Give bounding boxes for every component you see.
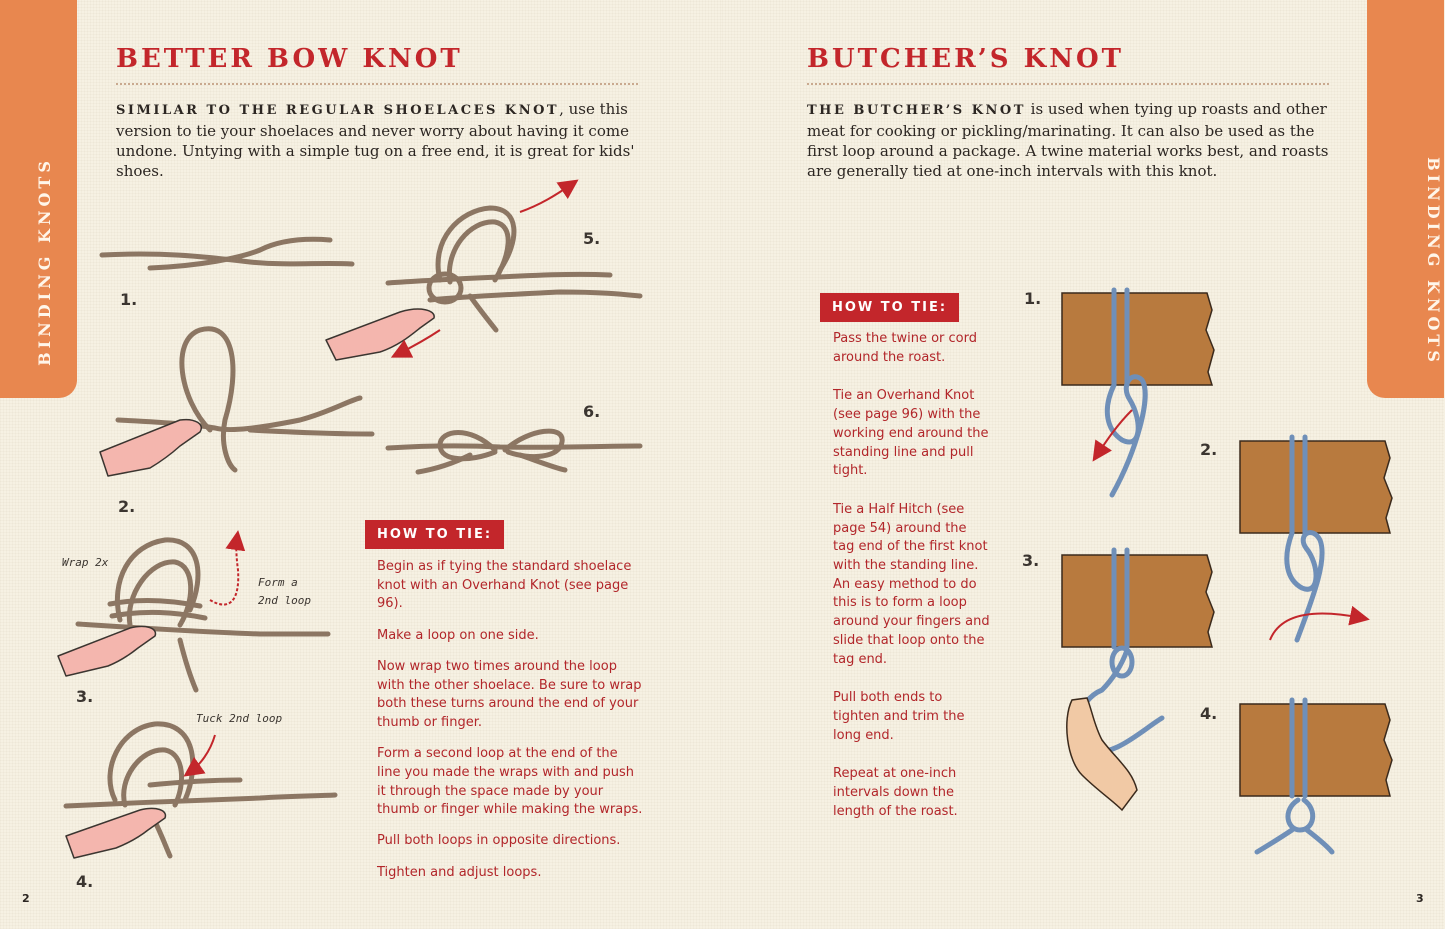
- instruction-step: Make a loop on one side.: [377, 627, 539, 643]
- page-title: BUTCHER’S KNOT: [807, 44, 1124, 74]
- instruction-step: Pull both ends to tighten and trim the long end.: [833, 690, 965, 743]
- section-tab-label: BINDING KNOTS: [1423, 157, 1443, 366]
- page-number: 3: [1416, 892, 1424, 905]
- page-title: BETTER BOW KNOT: [116, 44, 463, 74]
- step-number: 1.: [1024, 289, 1042, 308]
- note-wrap: Wrap 2x: [62, 556, 109, 569]
- roast-block-4: [1240, 704, 1392, 796]
- intro-text: is used when tying up roasts and other meat for cooking or pickling/marinating. It can also be used as the first loop around a package. A twine material works best, and roasts are generally tied at one-inch intervals with this knot.: [807, 100, 1329, 180]
- hand-step-3: [58, 626, 155, 676]
- instruction-step: Form a second loop at the end of the line you made the wraps with and push it through the space made by your thumb or finger while making the wraps.: [377, 746, 643, 818]
- instruction-step: Repeat at one-inch intervals down the length of the roast.: [833, 766, 958, 819]
- step-number: 2.: [1200, 440, 1218, 459]
- intro-text: , use this version to tie your shoelaces and never worry about having it come undone. Untying with a simple tug on a free end, it is great for kids' shoes.: [116, 100, 635, 180]
- instruction-step: Tie an Overhand Knot (see page 96) with the working end around the standing line and pull tight.: [833, 388, 989, 479]
- step-number: 1.: [120, 290, 138, 309]
- pull-arrow-up: [520, 184, 572, 212]
- roast-block-3: [1062, 555, 1214, 647]
- step-number: 4.: [1200, 704, 1218, 723]
- form-loop-arrow: [210, 538, 238, 605]
- step-3-rope: [78, 540, 328, 690]
- twine-arrow-step-2: [1270, 613, 1362, 640]
- right-page: [722, 0, 1444, 929]
- how-to-tie-badge: HOW TO TIE:: [365, 520, 504, 549]
- left-page: [0, 0, 722, 929]
- instructions-list: [377, 558, 645, 895]
- step-number: 3.: [76, 687, 94, 706]
- roast-block-1: [1062, 293, 1214, 385]
- step-number: 5.: [583, 229, 601, 248]
- roast-block-2: [1240, 441, 1392, 533]
- note-form-loop: Form a 2nd loop: [258, 576, 311, 607]
- step-number: 2.: [118, 497, 136, 516]
- step-number: 4.: [76, 872, 94, 891]
- intro-lead: SIMILAR TO THE REGULAR SHOELACES KNOT: [116, 103, 560, 118]
- page-number: 2: [22, 892, 30, 905]
- step-number: 3.: [1022, 551, 1040, 570]
- section-tab-label: BINDING KNOTS: [34, 157, 54, 366]
- step-1-rope: [102, 239, 352, 268]
- hand-step-5: [326, 309, 434, 360]
- hand-step-4: [66, 808, 165, 858]
- butchers-knot-illustrations: [722, 0, 1444, 929]
- instruction-step: Pull both loops in opposite directions.: [377, 833, 621, 849]
- instruction-step: Begin as if tying the standard shoelace knot with an Overhand Knot (see page 96).: [377, 559, 632, 612]
- instruction-step: Pass the twine or cord around the roast.: [833, 331, 977, 365]
- how-to-tie-badge: HOW TO TIE:: [820, 293, 959, 322]
- hand-step-3: [1067, 698, 1137, 810]
- hand-step-2: [100, 420, 201, 476]
- note-tuck: Tuck 2nd loop: [196, 712, 283, 725]
- step-6-rope: [388, 431, 640, 472]
- step-number: 6.: [583, 402, 601, 421]
- intro-lead: THE BUTCHER’S KNOT: [807, 103, 1026, 118]
- instruction-step: Now wrap two times around the loop with the other shoelace. Be sure to wrap both these turns around the end of your thumb or finger.: [377, 658, 642, 730]
- instruction-step: Tie a Half Hitch (see page 54) around the tag end of the first knot with the standing line. An easy method to do this is to form a loop around your fingers and slide that loop onto the tag end.: [833, 501, 990, 667]
- instruction-step: Tighten and adjust loops.: [377, 864, 542, 880]
